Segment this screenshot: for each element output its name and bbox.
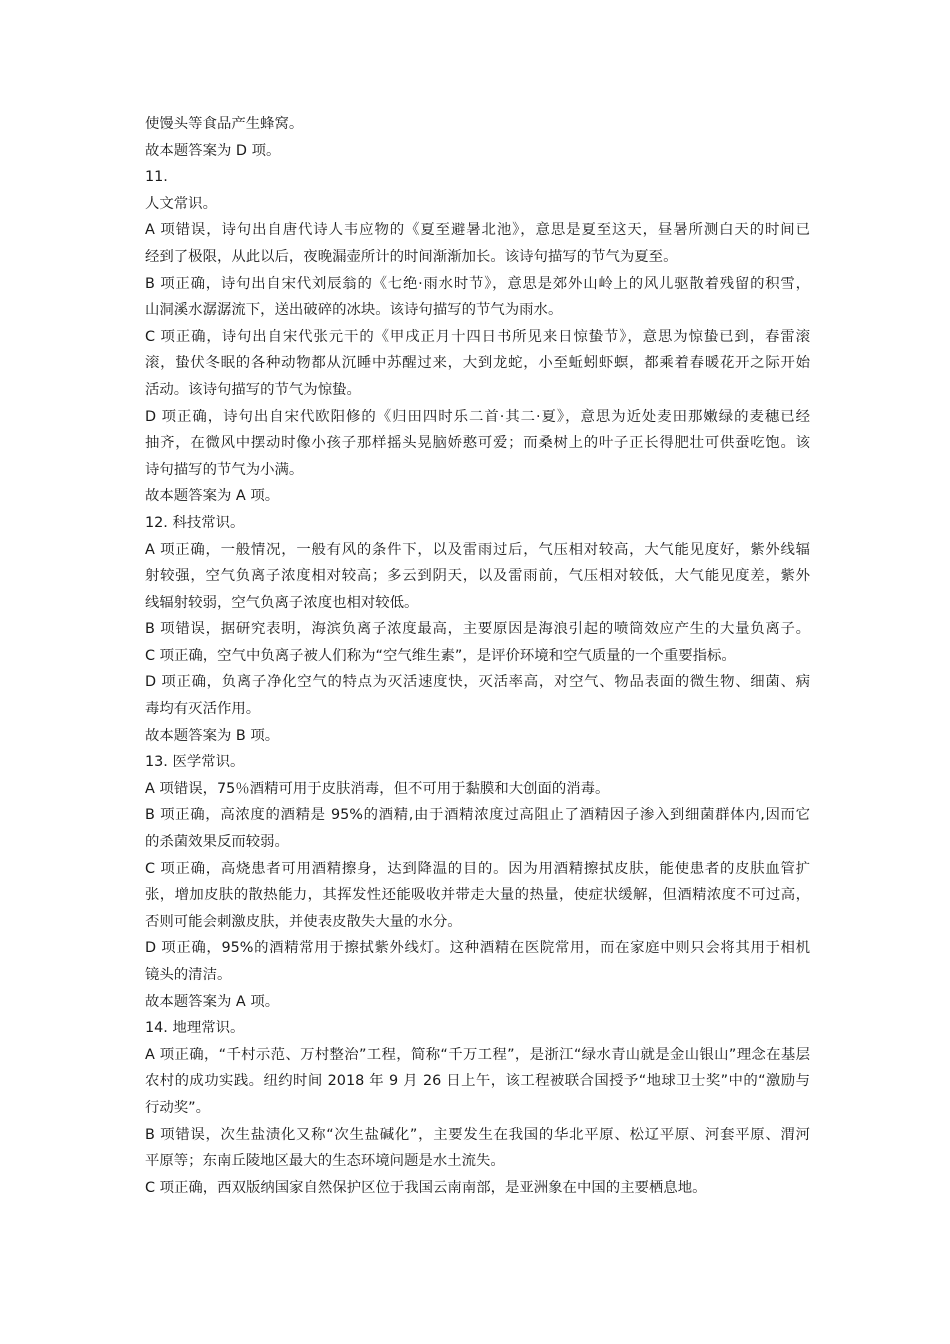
option-a-line: 射较强，空气负离子浓度相对较高；多云到阴天，以及雷雨前，气压相对较低，大气能见度差，紫外 — [145, 568, 810, 585]
answer-line: 故本题答案为 A 项。 — [145, 993, 280, 1010]
answer-line: 故本题答案为 B 项。 — [145, 727, 280, 744]
option-b-line: B 项正确，高浓度的酒精是 95%的酒精,由于酒精浓度过高阻止了酒精因子渗入到细菌群体内,因而它 — [145, 807, 810, 824]
text-line: 使馒头等食品产生蜂窝。 — [145, 116, 304, 132]
section-heading: 12. 科技常识。 — [145, 514, 245, 531]
option-d-line: 毒均有灭活作用。 — [145, 701, 261, 718]
option-a-line: A 项正确，一般情况，一般有风的条件下，以及雷雨过后，气压相对较高，大气能见度好，紫外线辐 — [145, 541, 810, 558]
option-a-line: 线辐射较弱，空气负离子浓度也相对较低。 — [145, 594, 419, 611]
option-a-line: 行动奖”。 — [145, 1099, 211, 1116]
question-number: 11. — [145, 169, 168, 186]
option-d-line: D 项正确，负离子净化空气的特点为灭活速度快，灭活率高，对空气、物品表面的微生物、细菌、病 — [145, 674, 810, 691]
section-heading: 14. 地理常识。 — [145, 1020, 245, 1037]
option-c-line: 张，增加皮肤的散热能力，其挥发性还能吸收并带走大量的热量，使症状缓解，但酒精浓度不可过高， — [145, 887, 810, 904]
option-c-line: 否则可能会刺激皮肤，并使表皮散失大量的水分。 — [145, 913, 462, 930]
option-c-line: C 项正确，高烧患者可用酒精擦身，达到降温的目的。因为用酒精擦拭皮肤，能使患者的皮肤血管扩 — [145, 860, 810, 877]
answer-line: 故本题答案为 D 项。 — [145, 142, 281, 159]
option-b-line: B 项错误，据研究表明，海滨负离子浓度最高，主要原因是海浪引起的喷筒效应产生的大量负离子。 — [145, 621, 810, 638]
option-c-line: C 项正确，空气中负离子被人们称为“空气维生素”，是评价环境和空气质量的一个重要指标。 — [145, 647, 736, 664]
option-b-line: 平原等；东南丘陵地区最大的生态环境问题是水土流失。 — [145, 1153, 505, 1170]
option-b-line: B 项正确，诗句出自宋代刘辰翁的《七绝·雨水时节》，意思是郊外山岭上的风儿驱散着残留的积雪， — [145, 275, 810, 292]
option-c-line: C 项正确，诗句出自宋代张元干的《甲戌正月十四日书所见来日惊蛰节》，意思为惊蛰已到，春雷滚 — [145, 328, 810, 345]
option-a-line: A 项错误，75％酒精可用于皮肤消毒，但不可用于黏膜和大创面的消毒。 — [145, 780, 610, 797]
option-c-line: 滚，蛰伏冬眠的各种动物都从沉睡中苏醒过来，大到龙蛇，小至蚯蚓虾螟，都乘着春暖花开之际开始 — [145, 355, 810, 372]
option-c-line: 活动。该诗句描写的节气为惊蛰。 — [145, 381, 361, 398]
option-b-line: 山洞溪水潺潺流下，送出破碎的冰块。该诗句描写的节气为雨水。 — [145, 302, 563, 319]
option-d-line: 抽齐，在微风中摆动时像小孩子那样摇头晃脑娇憨可爱；而桑树上的叶子正长得肥壮可供蚕吃饱。该 — [145, 435, 810, 452]
section-heading: 13. 医学常识。 — [145, 754, 245, 771]
option-c-line: C 项正确，西双版纳国家自然保护区位于我国云南南部，是亚洲象在中国的主要栖息地。 — [145, 1179, 707, 1196]
option-a-line: A 项错误，诗句出自唐代诗人韦应物的《夏至避暑北池》，意思是夏至这天，昼暑所测白天的时间已 — [145, 222, 810, 239]
option-d-line: 诗句描写的节气为小满。 — [145, 461, 304, 478]
option-a-line: 农村的成功实践。纽约时间 2018 年 9 月 26 日上午，该工程被联合国授予“地球卫士奖”中的“激励与 — [145, 1073, 810, 1090]
option-b-line: B 项错误，次生盐渍化又称“次生盐碱化”，主要发生在我国的华北平原、松辽平原、河套平原、渭河 — [145, 1126, 810, 1143]
document-body — [145, 111, 810, 1201]
option-d-line: D 项正确，95%的酒精常用于擦拭紫外线灯。这种酒精在医院常用，而在家庭中则只会将其用于相机 — [145, 940, 810, 957]
option-d-line: 镜头的清洁。 — [145, 967, 232, 983]
option-a-line: 经到了极限，从此以后，夜晚漏壶所计的时间渐渐加长。该诗句描写的节气为夏至。 — [145, 248, 678, 265]
section-heading: 人文常识。 — [145, 195, 217, 212]
option-d-line: D 项正确，诗句出自宋代欧阳修的《归田四时乐二首·其二·夏》，意思为近处麦田那嫩绿的麦穗已经 — [145, 408, 810, 425]
option-a-line: A 项正确，“千村示范、万村整治”工程，简称“千万工程”，是浙江“绿水青山就是金山银山”理念在基层 — [145, 1046, 810, 1063]
answer-line: 故本题答案为 A 项。 — [145, 488, 280, 505]
option-b-line: 的杀菌效果反而较弱。 — [145, 834, 289, 851]
